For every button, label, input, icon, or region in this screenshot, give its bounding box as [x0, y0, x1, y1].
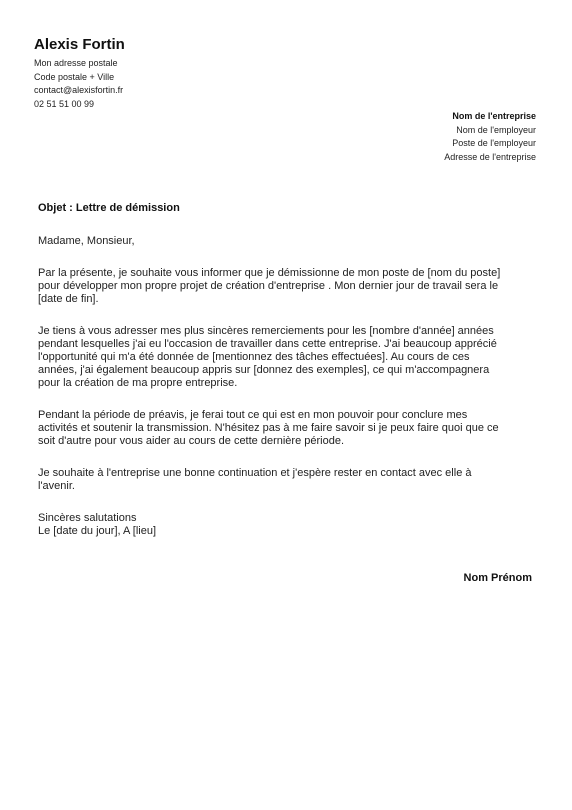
- paragraph-line: soit d'autre pour vous aider au cours de cette dernière période.: [38, 435, 345, 447]
- letter-subject: Objet : Lettre de démission: [38, 202, 180, 214]
- letter-place-date: Le [date du jour], A [lieu]: [38, 525, 157, 537]
- paragraph-line: activités et soutenir la transmission. N'hésitez pas à me faire savoir si je peux faire quoi que ce: [38, 422, 499, 434]
- letter-signature: Nom Prénom: [463, 572, 532, 584]
- sender-name: Alexis Fortin: [34, 36, 125, 53]
- letter-paragraph-1: [38, 267, 538, 306]
- paragraph-line: l'avenir.: [38, 480, 75, 492]
- sender-phone: 02 51 51 00 99: [34, 98, 95, 109]
- paragraph-line: pour la création de ma propre entreprise.: [38, 377, 238, 389]
- paragraph-line: [date de fin].: [38, 293, 99, 305]
- letter-paragraph-4: [38, 467, 538, 493]
- sender-block: [34, 36, 125, 111]
- letter-greeting: Madame, Monsieur,: [38, 235, 135, 247]
- recipient-company: Nom de l'entreprise: [452, 111, 536, 121]
- recipient-employer: Nom de l'employeur: [456, 124, 536, 135]
- recipient-address: Adresse de l'entreprise: [444, 151, 536, 162]
- sender-email: contact@alexisfortin.fr: [34, 85, 124, 95]
- sender-address: Mon adresse postale: [34, 58, 118, 68]
- letter-body: [38, 202, 538, 538]
- paragraph-line: Je souhaite à l'entreprise une bonne continuation et j'espère rester en contact avec elle à: [38, 467, 472, 479]
- recipient-block: [444, 110, 536, 164]
- letter-paragraph-3: [38, 409, 538, 448]
- letter-closing-block: [38, 512, 538, 538]
- recipient-position: Poste de l'employeur: [452, 138, 536, 148]
- paragraph-line: pour développer mon propre projet de création d'entreprise . Mon dernier jour de travail sera le: [38, 280, 499, 292]
- sender-city: Code postale + Ville: [34, 71, 115, 82]
- paragraph-line: pendant lesquelles j'ai eu l'occasion de travailler dans cette entreprise. J'ai beaucoup apprécié: [38, 338, 497, 350]
- letter-closing: Sincères salutations: [38, 512, 137, 524]
- paragraph-line: Pendant la période de préavis, je ferai tout ce qui est en mon pouvoir pour conclure mes: [38, 409, 468, 421]
- letter-paragraph-2: [38, 325, 538, 390]
- paragraph-line: Je tiens à vous adresser mes plus sincères remerciements pour les [nombre d'année] années: [38, 325, 494, 337]
- paragraph-line: Par la présente, je souhaite vous informer que je démissionne de mon poste de [nom du poste]: [38, 267, 501, 279]
- paragraph-line: l'opportunité qui m'a été donnée de [mentionnez des tâches effectuées]. Au cours de ces: [38, 351, 470, 363]
- paragraph-line: années, j'ai également beaucoup appris sur [donnez des exemples], ce qui m'accompagnera: [38, 364, 490, 376]
